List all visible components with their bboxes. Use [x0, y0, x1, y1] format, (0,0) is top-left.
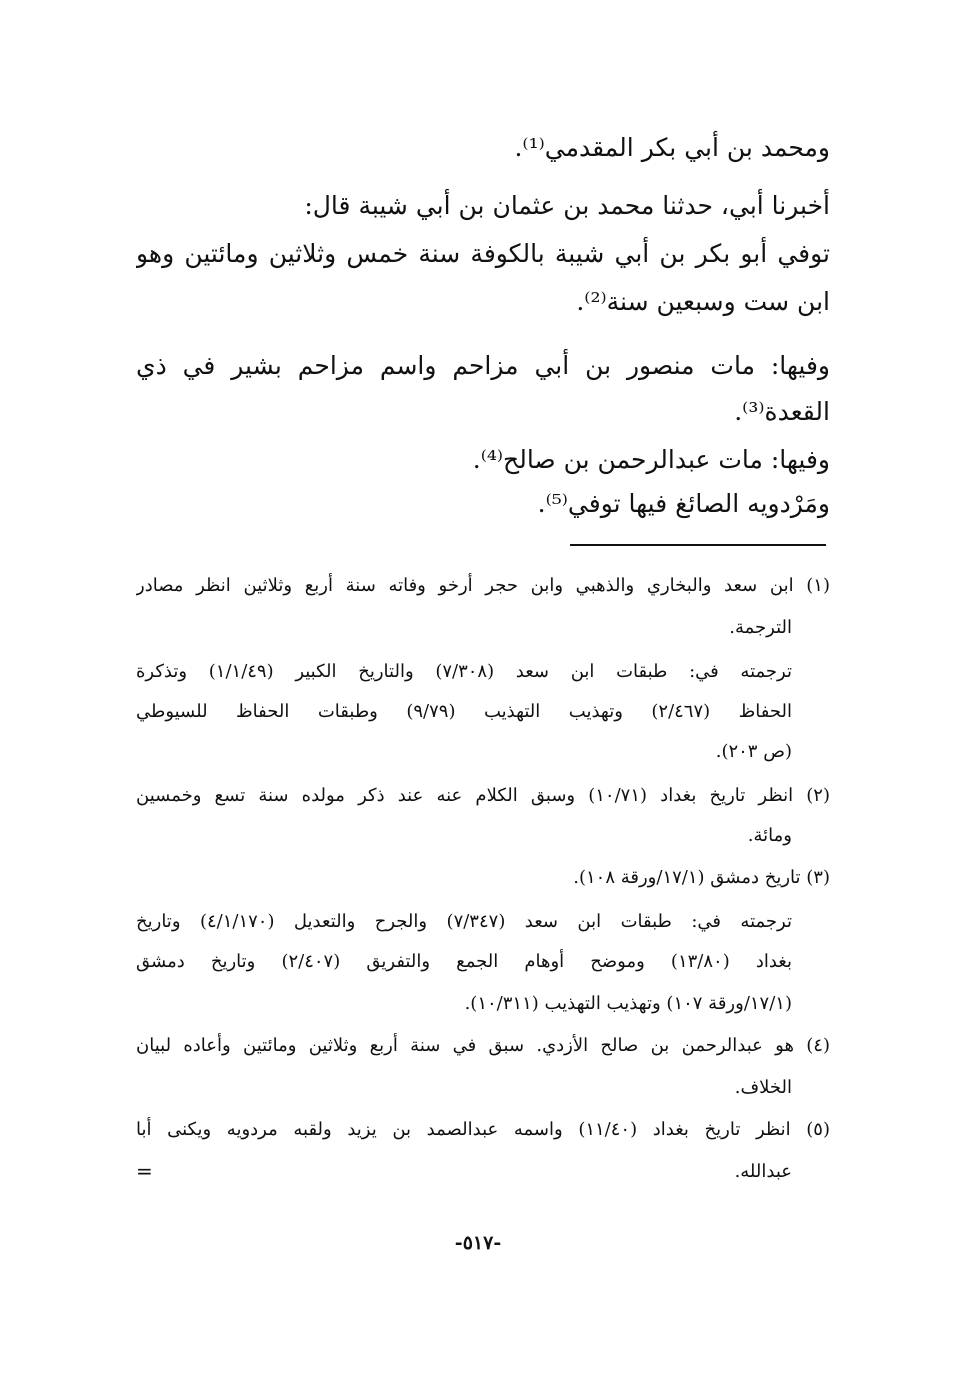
footnote-line: (١٧/١/ورقة ١٠٧) وتهذيب التهذيب (١٠/٣١١).	[464, 993, 792, 1014]
footnote-line: الحفاظ (٢/٤٦٧) وتهذيب التهذيب (٩/٧٩) وطبقات الحفاظ للسيوطي	[136, 701, 792, 722]
footnote-line: الترجمة.	[729, 617, 792, 638]
footnote-line: (٣) تاريخ دمشق (١٧/١/ورقة ١٠٨).	[573, 867, 830, 888]
main-text-line: القعدة⁽³⁾.	[734, 397, 830, 426]
footnote-separator	[570, 544, 826, 546]
footnote-line: (٥) انظر تاريخ بغداد (١١/٤٠) واسمه عبدالصمد بن يزيد ولقبه مردويه ويكنى أبا	[136, 1119, 830, 1140]
footnote-line: ومائة.	[747, 825, 792, 846]
footnote-line: عبدالله.	[734, 1161, 792, 1182]
footnote-line: (١) ابن سعد والبخاري والذهبي وابن حجر أرخو وفاته سنة أربع وثلاثين انظر مصادر	[136, 575, 830, 596]
main-text-line: وفيها: مات عبدالرحمن بن صالح⁽⁴⁾.	[472, 445, 830, 474]
footnote-line: الخلاف.	[734, 1077, 792, 1098]
footnote-line: (٤) هو عبدالرحمن بن صالح الأزدي. سبق في سنة أربع وثلاثين ومائتين وأعاده لبيان	[136, 1035, 830, 1056]
footnote-line: ترجمته في: طبقات ابن سعد (٧/٣٤٧) والجرح والتعديل (٤/١/١٧٠) وتاريخ	[136, 911, 792, 932]
footnote-line: ترجمته في: طبقات ابن سعد (٧/٣٠٨) والتاريخ الكبير (١/١/٤٩) وتذكرة	[136, 661, 792, 682]
footnote-line: (٢) انظر تاريخ بغداد (١٠/٧١) وسبق الكلام عنه عند ذكر مولده سنة تسع وخمسين	[136, 785, 830, 806]
main-text-line: ابن ست وسبعين سنة⁽²⁾.	[576, 287, 830, 316]
main-text-line: ومَرْدويه الصائغ فيها توفي⁽⁵⁾.	[537, 489, 830, 518]
page-number: -٥١٧-	[454, 1232, 502, 1254]
main-text-line: وفيها: مات منصور بن أبي مزاحم واسم مزاحم بشير في ذي	[136, 351, 830, 380]
main-text-line: ومحمد بن أبي بكر المقدمي⁽¹⁾.	[514, 133, 830, 162]
footnote-line: (ص ٢٠٣).	[715, 741, 792, 762]
footnote-line: بغداد (١٣/٨٠) وموضح أوهام الجمع والتفريق (٢/٤٠٧) وتاريخ دمشق	[136, 951, 792, 972]
main-text-line: توفي أبو بكر بن أبي شيبة بالكوفة سنة خمس وثلاثين ومائتين وهو	[136, 239, 830, 268]
continuation-mark: =	[136, 1159, 153, 1183]
main-text-line: أخبرنا أبي، حدثنا محمد بن عثمان بن أبي شيبة قال:	[304, 191, 830, 220]
